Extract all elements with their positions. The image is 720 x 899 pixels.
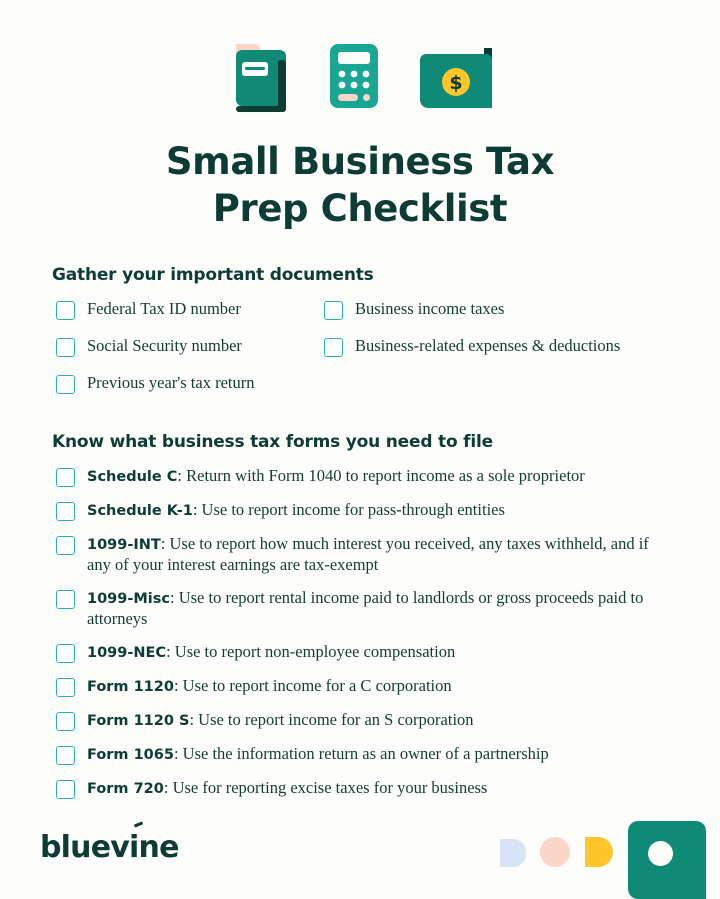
list-item-text [87, 744, 549, 765]
checkbox-icon[interactable] [56, 468, 75, 487]
ledger-book-icon [216, 36, 300, 121]
list-item[interactable] [52, 588, 676, 629]
list-item-text [87, 466, 585, 487]
form-description: : Use to report how much interest you received, any taxes withheld, and if any of your interest earnings are tax-exempt [87, 534, 649, 574]
form-description: : Return with Form 1040 to report income as a sole proprietor [177, 466, 585, 485]
form-description: : Use to report non-employee compensation [166, 641, 456, 661]
form-name: Form 1065 [87, 746, 174, 763]
list-item[interactable] [56, 336, 242, 357]
list-item-text [87, 500, 505, 521]
form-description: : Use to report rental income paid to landlords or gross proceeds paid to attorneys [87, 587, 644, 628]
title-line-1: Small Business Tax [165, 140, 555, 183]
bluevine-logo [40, 830, 179, 865]
checkbox-icon[interactable] [56, 301, 75, 320]
form-description: : Use for reporting excise taxes for your business [163, 777, 488, 797]
checkbox-icon[interactable] [324, 301, 343, 320]
calculator-icon [322, 36, 386, 121]
checkbox-icon[interactable] [56, 644, 75, 663]
title-line-2: Prep Checklist [212, 187, 508, 231]
decorative-shapes [490, 804, 720, 899]
form-name: 1099-Misc [87, 590, 170, 607]
list-item[interactable] [52, 642, 676, 663]
tax-forms-checklist [52, 466, 676, 799]
svg-text:$: $ [449, 72, 463, 94]
list-item[interactable] [52, 744, 676, 765]
list-item[interactable] [52, 676, 676, 697]
section-tax-forms [52, 432, 676, 812]
form-description: : Use the information return as an owner of a partnership [173, 743, 549, 763]
list-item[interactable] [324, 299, 504, 320]
list-item-text [87, 676, 452, 697]
form-name: Form 1120 S [87, 712, 190, 729]
section-documents-heading: Gather your important documents [52, 265, 374, 285]
checkbox-icon[interactable] [56, 536, 75, 555]
checkbox-icon[interactable] [56, 678, 75, 697]
header-icon-row [0, 36, 720, 116]
form-description: : Use to report income for a C corporation [173, 675, 452, 695]
checkbox-icon[interactable] [56, 712, 75, 731]
logo-text-part1: bluev [40, 830, 130, 865]
list-item-label: Federal Tax ID number [87, 299, 241, 318]
list-item-text [87, 710, 474, 731]
page-title [0, 138, 720, 233]
blue-half-pill-shape [500, 839, 526, 867]
checkbox-icon[interactable] [56, 338, 75, 357]
list-item-text [87, 642, 455, 663]
form-name: Form 1120 [87, 678, 174, 695]
form-name: 1099-INT [87, 537, 161, 553]
list-item[interactable] [56, 373, 254, 394]
peach-circle-shape [540, 837, 570, 867]
yellow-half-pill-shape [585, 837, 613, 867]
list-item-label: Business-related expenses & deductions [355, 336, 621, 355]
checkbox-icon[interactable] [56, 375, 75, 394]
section-documents [52, 265, 676, 411]
form-name: Form 720 [87, 780, 164, 797]
checkbox-icon[interactable] [324, 338, 343, 357]
form-name: 1099-NEC [87, 644, 167, 661]
list-item[interactable] [52, 534, 676, 575]
checkbox-icon[interactable] [56, 746, 75, 765]
list-item-label: Social Security number [87, 336, 242, 355]
logo-text-accent: i [129, 830, 139, 865]
list-item[interactable] [52, 466, 676, 487]
form-description: : Use to report income for pass-through entities [192, 500, 505, 519]
form-name: Schedule C [87, 469, 178, 485]
green-logo-mark [628, 821, 706, 899]
list-item-text [87, 534, 676, 575]
logo-text-part2: ne [138, 830, 179, 865]
list-item-label: Previous year's tax return [87, 373, 255, 392]
list-item[interactable] [52, 500, 676, 521]
list-item-text [87, 588, 676, 629]
list-item[interactable] [52, 710, 676, 731]
form-description: : Use to report income for an S corporation [189, 709, 474, 729]
checkbox-icon[interactable] [56, 502, 75, 521]
section-tax-forms-heading: Know what business tax forms you need to file [52, 432, 493, 452]
list-item-label: Business income taxes [355, 299, 505, 318]
form-name: Schedule K-1 [87, 503, 193, 519]
money-bill-icon [408, 36, 504, 121]
checkbox-icon[interactable] [56, 590, 75, 609]
footer [0, 779, 720, 899]
list-item[interactable] [324, 336, 620, 357]
documents-checklist [52, 299, 676, 411]
list-item[interactable] [56, 299, 241, 320]
